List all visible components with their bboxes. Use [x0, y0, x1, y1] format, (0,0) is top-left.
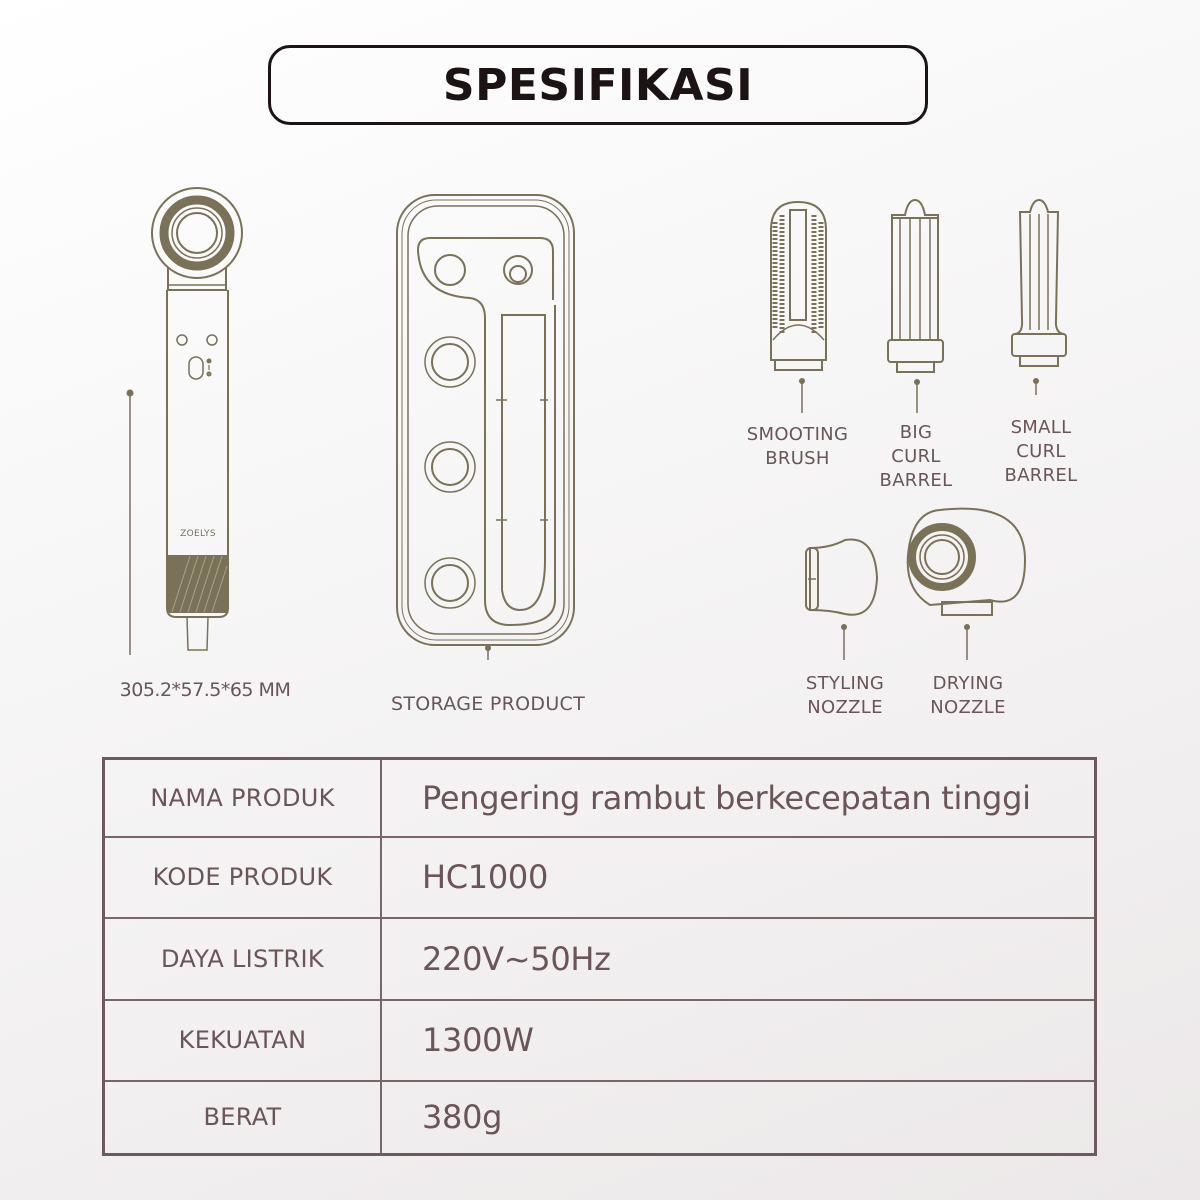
spec-key: KEKUATAN: [104, 1000, 382, 1081]
spec-key: KODE PRODUK: [104, 837, 382, 918]
spec-key: NAMA PRODUK: [104, 759, 382, 837]
table-row: [104, 759, 1096, 837]
table-row: [104, 918, 1096, 1000]
table-row: [104, 1081, 1096, 1155]
big-curl-barrel-label: BIG CURL BARREL: [879, 422, 953, 491]
spec-table: [102, 757, 1097, 1156]
drying-nozzle-label: DRYING NOZZLE: [930, 673, 1006, 718]
styling-nozzle-illustration: [800, 530, 890, 665]
dimension-label: 305.2*57.5*65 MM: [119, 679, 291, 701]
storage-label: STORAGE PRODUCT: [390, 693, 585, 715]
spec-key: DAYA LISTRIK: [104, 918, 382, 1000]
table-row: [104, 1000, 1096, 1081]
spec-value: 1300W: [381, 1000, 1096, 1081]
hair-dryer-illustration: [110, 185, 250, 665]
small-curl-barrel-label: SMALL CURL BARREL: [1004, 417, 1078, 486]
page-title: SPESIFIKASI: [442, 59, 754, 111]
spec-value: HC1000: [381, 837, 1096, 918]
spec-key: BERAT: [104, 1081, 382, 1155]
spec-value: 380g: [381, 1081, 1096, 1155]
title-banner: [268, 45, 928, 125]
smoothing-brush-illustration: [765, 195, 840, 415]
drying-nozzle-illustration: [900, 505, 1035, 665]
styling-nozzle-label: STYLING NOZZLE: [805, 673, 885, 718]
brand-logo: ZOELYS: [180, 529, 216, 539]
storage-case-illustration: [390, 190, 585, 660]
table-row: [104, 837, 1096, 918]
spec-value: 220V~50Hz: [381, 918, 1096, 1000]
big-curl-barrel-illustration: [885, 195, 945, 415]
smoothing-brush-label: SMOOTING BRUSH: [746, 424, 849, 469]
small-curl-barrel-illustration: [1005, 195, 1075, 395]
spec-value: Pengering rambut berkecepatan tinggi: [381, 759, 1096, 837]
